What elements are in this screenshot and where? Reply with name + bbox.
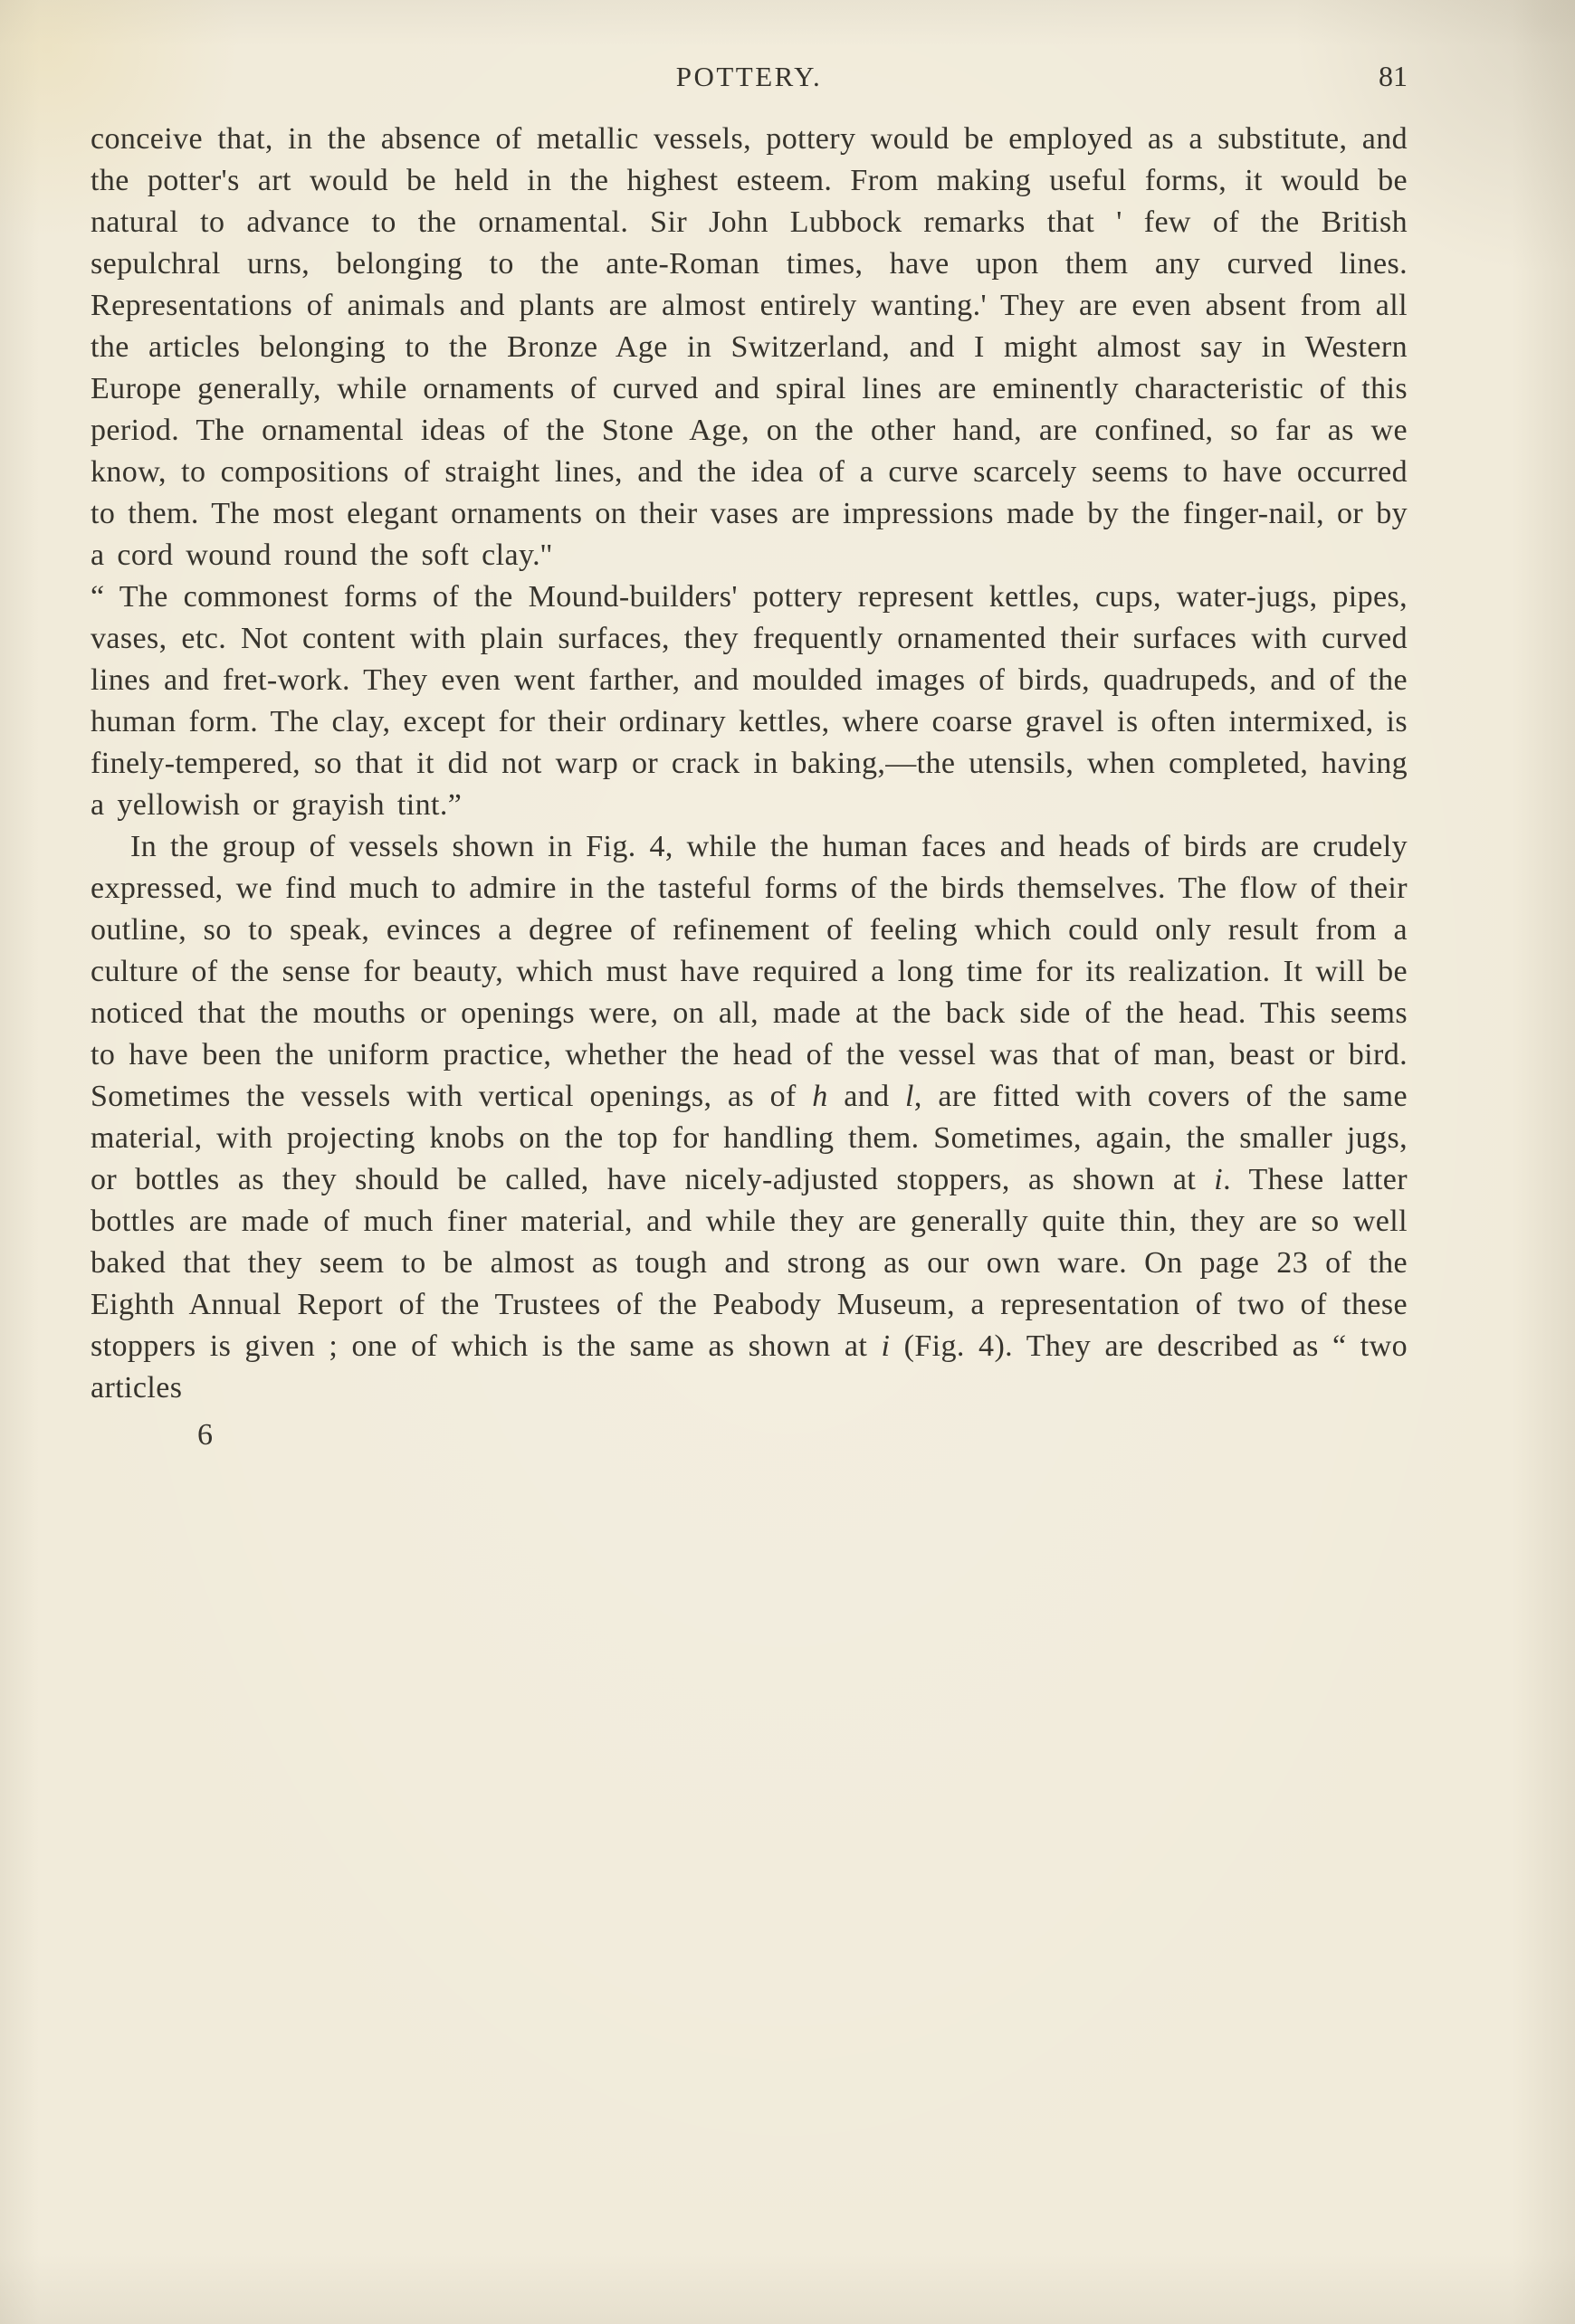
paragraph bbox=[91, 119, 1408, 576]
italic-text: l bbox=[905, 1080, 914, 1113]
text-run: “ The commonest forms of the Mound-builders' pottery represent kettles, cups, water-jugs, pipes, vases, etc. Not content with plain surfaces, they frequently ornamented their surfaces with curved lines and fret-work. They even went farther, and moulded images of birds, quadrupeds, and of the human form. The clay, except for their ordinary kettles, where coarse gravel is often intermixed, is finely-tempered, so that it did not warp or crack in baking,—the utensils, when completed, having a yellowish or grayish tint.” bbox=[91, 580, 1408, 822]
italic-text: i bbox=[1214, 1163, 1224, 1196]
page-number: 81 bbox=[1379, 60, 1408, 92]
text-run: In the group of vessels shown in Fig. 4, while the human faces and heads of birds are crudely expressed, we find much to admire in the tasteful forms of the birds themselves. The flow of their outline, so to speak, evinces a degree of refinement of feeling which could only result from a culture of the sense for beauty, which must have required a long time for its realization. It will be noticed that the mouths or openings were, on all, made at the back side of the head. This seems to have been the uniform practice, whether the head of the vessel was that of man, beast or bird. Sometimes the vessels with vertical openings, as of bbox=[91, 830, 1408, 1113]
italic-text: h bbox=[812, 1080, 828, 1113]
italic-text: i bbox=[881, 1329, 891, 1363]
text-run: . These latter bottles are made of much finer material, and while they are generally quite thin, they are so well baked that they seem to be almost as tough and strong as our own ware. On page 23 of the Eighth Annual Report of the Trustees of the Peabody Museum, a representation of two of these stoppers is given ; one of which is the same as shown at bbox=[91, 1163, 1408, 1363]
text-run: (Fig. 4). They are described as “ two articles bbox=[91, 1329, 1408, 1405]
paragraph bbox=[91, 576, 1408, 826]
signature-mark: 6 bbox=[197, 1418, 213, 1452]
body-text bbox=[91, 119, 1408, 1409]
running-head bbox=[91, 60, 1408, 93]
text-run: and bbox=[827, 1080, 906, 1113]
text-run: , are fitted with covers of the same material, with projecting knobs on the top for handling them. Sometimes, again, the smaller jugs, or bottles as they should be called, have nicely-adjusted stoppers, as shown at bbox=[91, 1080, 1408, 1196]
text-run: conceive that, in the absence of metallic vessels, pottery would be employed as a substitute, and the potter's art would be held in the highest esteem. From making useful forms, it would be natural to advance to the ornamental. Sir John Lubbock remarks that ' few of the British sepulchral urns, belonging to the ante-Roman times, have upon them any curved lines. Representations of animals and plants are almost entirely wanting.' They are even absent from all the articles belonging to the Bronze Age in Switzerland, and I might almost say in Western Europe generally, while ornaments of curved and spiral lines are eminently characteristic of this period. The ornamental ideas of the Stone Age, on the other hand, are confined, so far as we know, to compositions of straight lines, and the idea of a curve scarcely seems to have occurred to them. The most elegant ornaments on their vases are impressions made by the finger-nail, or by a cord wound round the soft clay.'' bbox=[91, 122, 1408, 572]
page-title: POTTERY. bbox=[675, 61, 823, 92]
paragraph bbox=[91, 826, 1408, 1409]
